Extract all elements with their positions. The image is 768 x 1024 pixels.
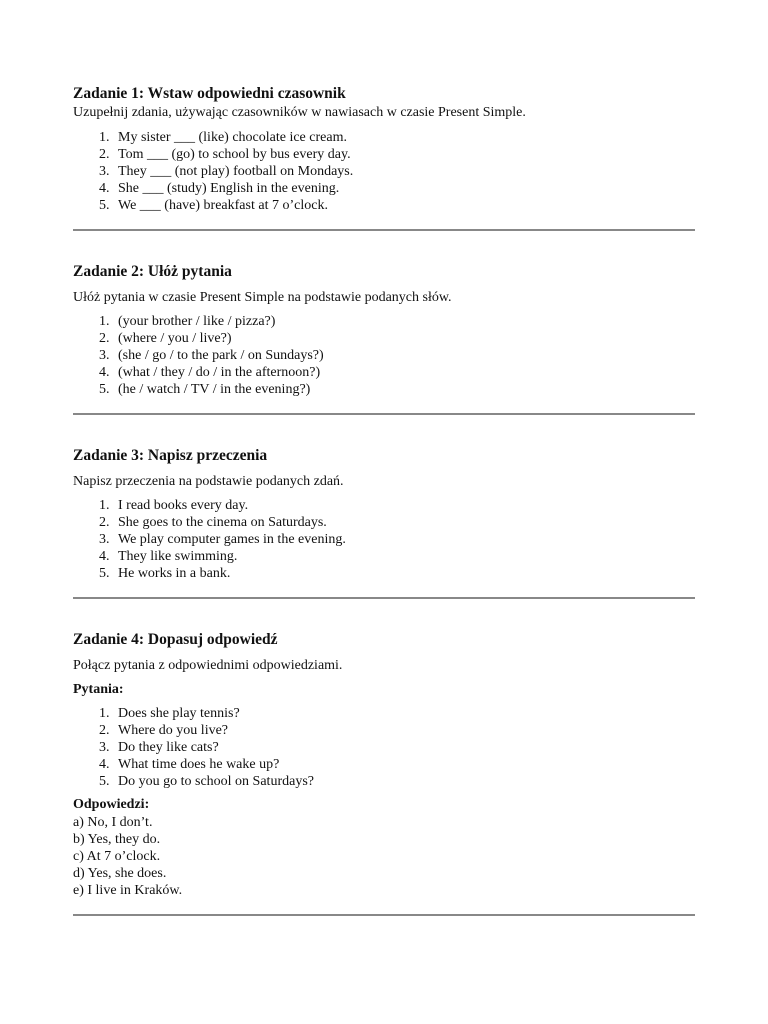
item-text: Does she play tennis? xyxy=(118,706,240,721)
list-item xyxy=(73,347,695,364)
answer-item: a) No, I don’t. xyxy=(73,815,153,830)
item-number: 5. xyxy=(99,382,110,397)
list-item xyxy=(73,129,695,146)
item-number: 4. xyxy=(99,365,110,380)
item-number: 2. xyxy=(99,147,110,162)
worksheet-content xyxy=(73,84,695,916)
item-text: They like swimming. xyxy=(118,549,238,564)
item-number: 3. xyxy=(99,164,110,179)
questions-label: Pytania: xyxy=(73,682,124,697)
item-number: 2. xyxy=(99,723,110,738)
item-number: 5. xyxy=(99,198,110,213)
item-text: (what / they / do / in the afternoon?) xyxy=(118,365,321,380)
item-text: Where do you live? xyxy=(118,723,229,738)
list-item xyxy=(73,514,695,531)
item-text: My sister ___ (like) chocolate ice cream. xyxy=(118,130,347,145)
section-divider xyxy=(73,597,695,599)
section-divider xyxy=(73,229,695,231)
item-text: (he / watch / TV / in the evening?) xyxy=(118,382,311,397)
section-divider xyxy=(73,413,695,415)
task-2 xyxy=(73,262,695,398)
task-3 xyxy=(73,446,695,582)
task-3-list xyxy=(73,497,695,582)
item-text: (your brother / like / pizza?) xyxy=(118,314,276,329)
task-1-title: Zadanie 1: Wstaw odpowiedni czasownik xyxy=(73,85,346,102)
item-text: We ___ (have) breakfast at 7 o’clock. xyxy=(118,198,328,213)
list-item xyxy=(73,565,695,582)
item-number: 1. xyxy=(99,498,110,513)
item-number: 3. xyxy=(99,348,110,363)
task-3-instruction: Napisz przeczenia na podstawie podanych zdań. xyxy=(73,474,344,489)
list-item xyxy=(73,163,695,180)
list-item xyxy=(73,739,695,756)
item-number: 1. xyxy=(99,130,110,145)
list-item xyxy=(73,197,695,214)
list-item xyxy=(73,381,695,398)
list-item xyxy=(73,330,695,347)
item-text: Do you go to school on Saturdays? xyxy=(118,774,314,789)
item-text: What time does he wake up? xyxy=(118,757,280,772)
item-number: 5. xyxy=(99,774,110,789)
item-text: (where / you / live?) xyxy=(118,331,232,346)
answers-list xyxy=(73,814,695,899)
item-text: She ___ (study) English in the evening. xyxy=(118,181,340,196)
item-text: He works in a bank. xyxy=(118,566,231,581)
section-divider xyxy=(73,914,695,916)
list-item xyxy=(73,722,695,739)
item-number: 2. xyxy=(99,331,110,346)
item-text: She goes to the cinema on Saturdays. xyxy=(118,515,327,530)
item-number: 1. xyxy=(99,314,110,329)
item-number: 3. xyxy=(99,532,110,547)
task-1 xyxy=(73,84,695,214)
item-text: We play computer games in the evening. xyxy=(118,532,346,547)
list-item xyxy=(73,146,695,163)
item-text: (she / go / to the park / on Sundays?) xyxy=(118,348,324,363)
task-3-title: Zadanie 3: Napisz przeczenia xyxy=(73,447,268,464)
task-2-list xyxy=(73,313,695,398)
task-2-instruction: Ułóż pytania w czasie Present Simple na podstawie podanych słów. xyxy=(73,290,452,305)
task-4-title: Zadanie 4: Dopasuj odpowiedź xyxy=(73,631,278,648)
list-item xyxy=(73,705,695,722)
answer-item: c) At 7 o’clock. xyxy=(73,849,161,864)
item-text: Do they like cats? xyxy=(118,740,219,755)
list-item xyxy=(73,313,695,330)
item-number: 4. xyxy=(99,549,110,564)
item-number: 1. xyxy=(99,706,110,721)
task-1-instruction: Uzupełnij zdania, używając czasowników w nawiasach w czasie Present Simple. xyxy=(73,105,526,120)
list-item xyxy=(73,364,695,381)
item-number: 4. xyxy=(99,757,110,772)
list-item xyxy=(73,773,695,790)
item-number: 4. xyxy=(99,181,110,196)
answer-item: d) Yes, she does. xyxy=(73,866,167,881)
item-text: I read books every day. xyxy=(118,498,249,513)
item-number: 2. xyxy=(99,515,110,530)
task-4 xyxy=(73,630,695,899)
list-item xyxy=(73,180,695,197)
answer-item: b) Yes, they do. xyxy=(73,832,161,847)
task-4-instruction: Połącz pytania z odpowiednimi odpowiedziami. xyxy=(73,658,343,673)
task-2-title: Zadanie 2: Ułóż pytania xyxy=(73,263,232,280)
task-4-questions-list xyxy=(73,705,695,790)
list-item xyxy=(73,531,695,548)
task-1-list xyxy=(73,129,695,214)
item-text: They ___ (not play) football on Mondays. xyxy=(118,164,354,179)
list-item xyxy=(73,497,695,514)
item-text: Tom ___ (go) to school by bus every day. xyxy=(118,147,351,162)
answer-item: e) I live in Kraków. xyxy=(73,883,183,898)
answers-label: Odpowiedzi: xyxy=(73,797,150,812)
item-number: 5. xyxy=(99,566,110,581)
item-number: 3. xyxy=(99,740,110,755)
list-item xyxy=(73,756,695,773)
list-item xyxy=(73,548,695,565)
